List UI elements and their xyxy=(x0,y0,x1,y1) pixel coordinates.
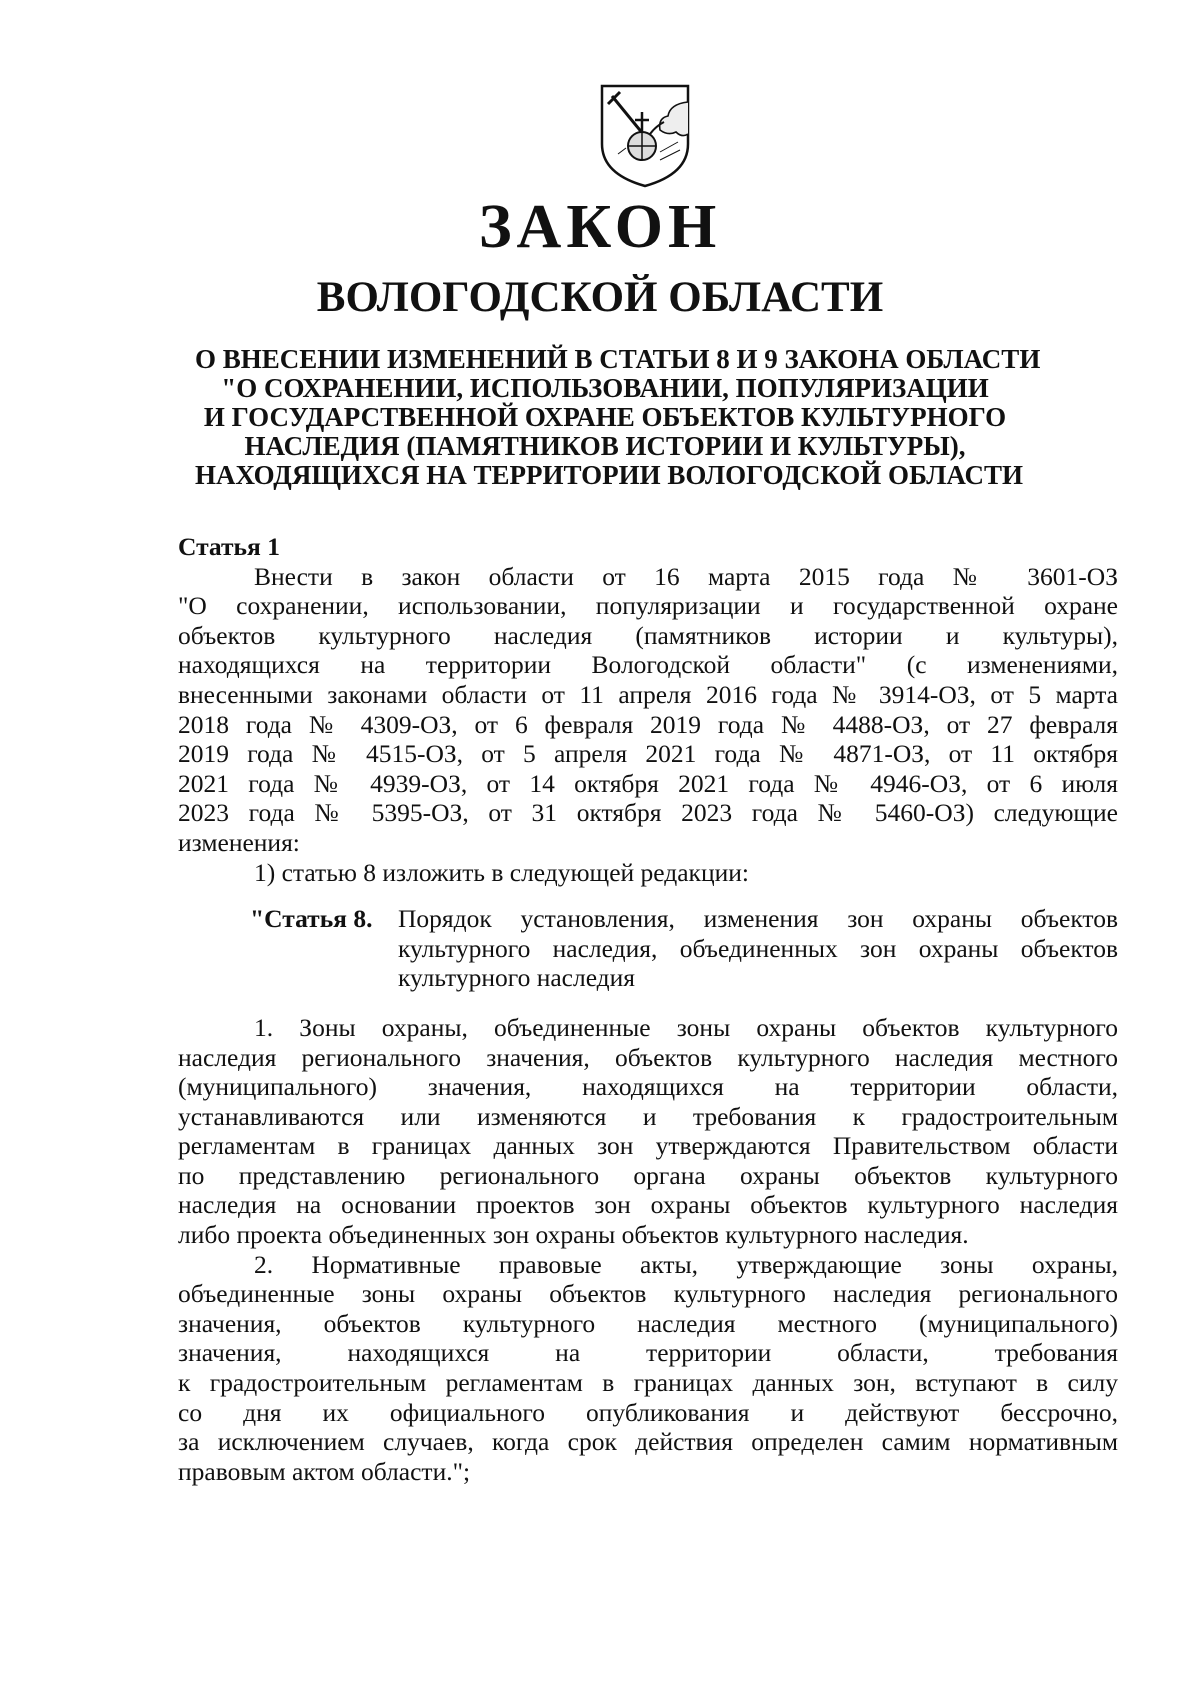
text-line: 2023 года № 5395-ОЗ, от 31 октября 2023 года № 5460-ОЗ) следующие xyxy=(178,798,1118,828)
article-8-title xyxy=(398,904,1118,993)
text-line: культурного наследия, объединенных зон охраны объектов xyxy=(398,933,1118,963)
law-body xyxy=(178,532,1118,1486)
text-line: 2019 года № 4515-ОЗ, от 5 апреля 2021 года № 4871-ОЗ, от 11 октября xyxy=(178,739,1118,769)
text-line: наследия на основании проектов зон охраны объектов культурного наследия xyxy=(178,1190,1118,1220)
text-line: со дня их официального опубликования и действуют бессрочно, xyxy=(178,1397,1118,1427)
text-line: находящихся на территории Вологодской области" (с изменениями, xyxy=(178,650,1118,680)
subject-line: НАХОДЯЩИХСЯ НА ТЕРРИТОРИИ ВОЛОГОДСКОЙ ОБЛАСТИ xyxy=(195,460,1024,490)
text-line: 2021 года № 4939-ОЗ, от 14 октября 2021 года № 4946-ОЗ, от 6 июля xyxy=(178,768,1118,798)
text-line: культурного наследия xyxy=(398,963,636,993)
region-title: ВОЛОГОДСКОЙ ОБЛАСТИ xyxy=(316,274,884,321)
text-line: наследия регионального значения, объектов культурного наследия местного xyxy=(178,1042,1118,1072)
text-line: значения, объектов культурного наследия местного (муниципального) xyxy=(178,1308,1118,1338)
text-line: регламентам в границах данных зон утверждаются Правительством области xyxy=(178,1131,1118,1161)
text-line: либо проекта объединенных зон охраны объектов культурного наследия. xyxy=(178,1220,969,1250)
subject-line: НАСЛЕДИЯ (ПАМЯТНИКОВ ИСТОРИИ И КУЛЬТУРЫ), xyxy=(244,431,966,461)
text-line: Внести в закон области от 16 марта 2015 года № 3601-ОЗ xyxy=(254,561,1118,591)
text-line: изменения: xyxy=(178,827,300,857)
vologda-coat-of-arms-icon xyxy=(598,82,692,188)
text-line: 1. Зоны охраны, объединенные зоны охраны объектов культурного xyxy=(254,1012,1118,1042)
subject-line: И ГОСУДАРСТВЕННОЙ ОХРАНЕ ОБЪЕКТОВ КУЛЬТУРНОГО xyxy=(203,402,1007,432)
article-1-heading: Статья 1 xyxy=(178,532,280,561)
text-line: "О сохранении, использовании, популяризации и государственной охране xyxy=(178,591,1118,621)
text-line: к градостроительным регламентам в границах данных зон, вступают в силу xyxy=(178,1368,1118,1398)
text-line: Порядок установления, изменения зон охраны объектов xyxy=(398,904,1118,934)
text-line: 2018 года № 4309-ОЗ, от 6 февраля 2019 года № 4488-ОЗ, от 27 февраля xyxy=(178,709,1118,739)
text-line: значения, находящихся на территории области, требования xyxy=(178,1338,1118,1368)
article-8-heading xyxy=(178,904,1118,993)
text-line: правовым актом области."; xyxy=(178,1456,471,1486)
article-8-label: "Статья 8. xyxy=(250,904,373,934)
text-line: за исключением случаев, когда срок действия определен самим нормативным xyxy=(178,1427,1118,1457)
text-line: по представлению регионального органа охраны объектов культурного xyxy=(178,1160,1118,1190)
text-line: (муниципального) значения, находящихся на территории области, xyxy=(178,1072,1118,1102)
text-line: внесенными законами области от 11 апреля 2016 года № 3914-ОЗ, от 5 марта xyxy=(178,679,1118,709)
subject-line: О ВНЕСЕНИИ ИЗМЕНЕНИЙ В СТАТЬИ 8 И 9 ЗАКОНА ОБЛАСТИ xyxy=(195,344,1041,374)
text-line: объединенные зоны охраны объектов культурного наследия регионального xyxy=(178,1279,1118,1309)
text-line: объектов культурного наследия (памятников истории и культуры), xyxy=(178,620,1118,650)
subject-line: "О СОХРАНЕНИИ, ИСПОЛЬЗОВАНИИ, ПОПУЛЯРИЗАЦИИ xyxy=(221,373,989,403)
law-title: ЗАКОН xyxy=(478,193,722,261)
law-subject xyxy=(195,344,1041,490)
text-line: устанавливаются или изменяются и требования к градостроительным xyxy=(178,1101,1118,1131)
item-1: 1) статью 8 изложить в следующей редакции: xyxy=(254,857,749,887)
text-line: 2. Нормативные правовые акты, утверждающие зоны охраны, xyxy=(254,1249,1118,1279)
